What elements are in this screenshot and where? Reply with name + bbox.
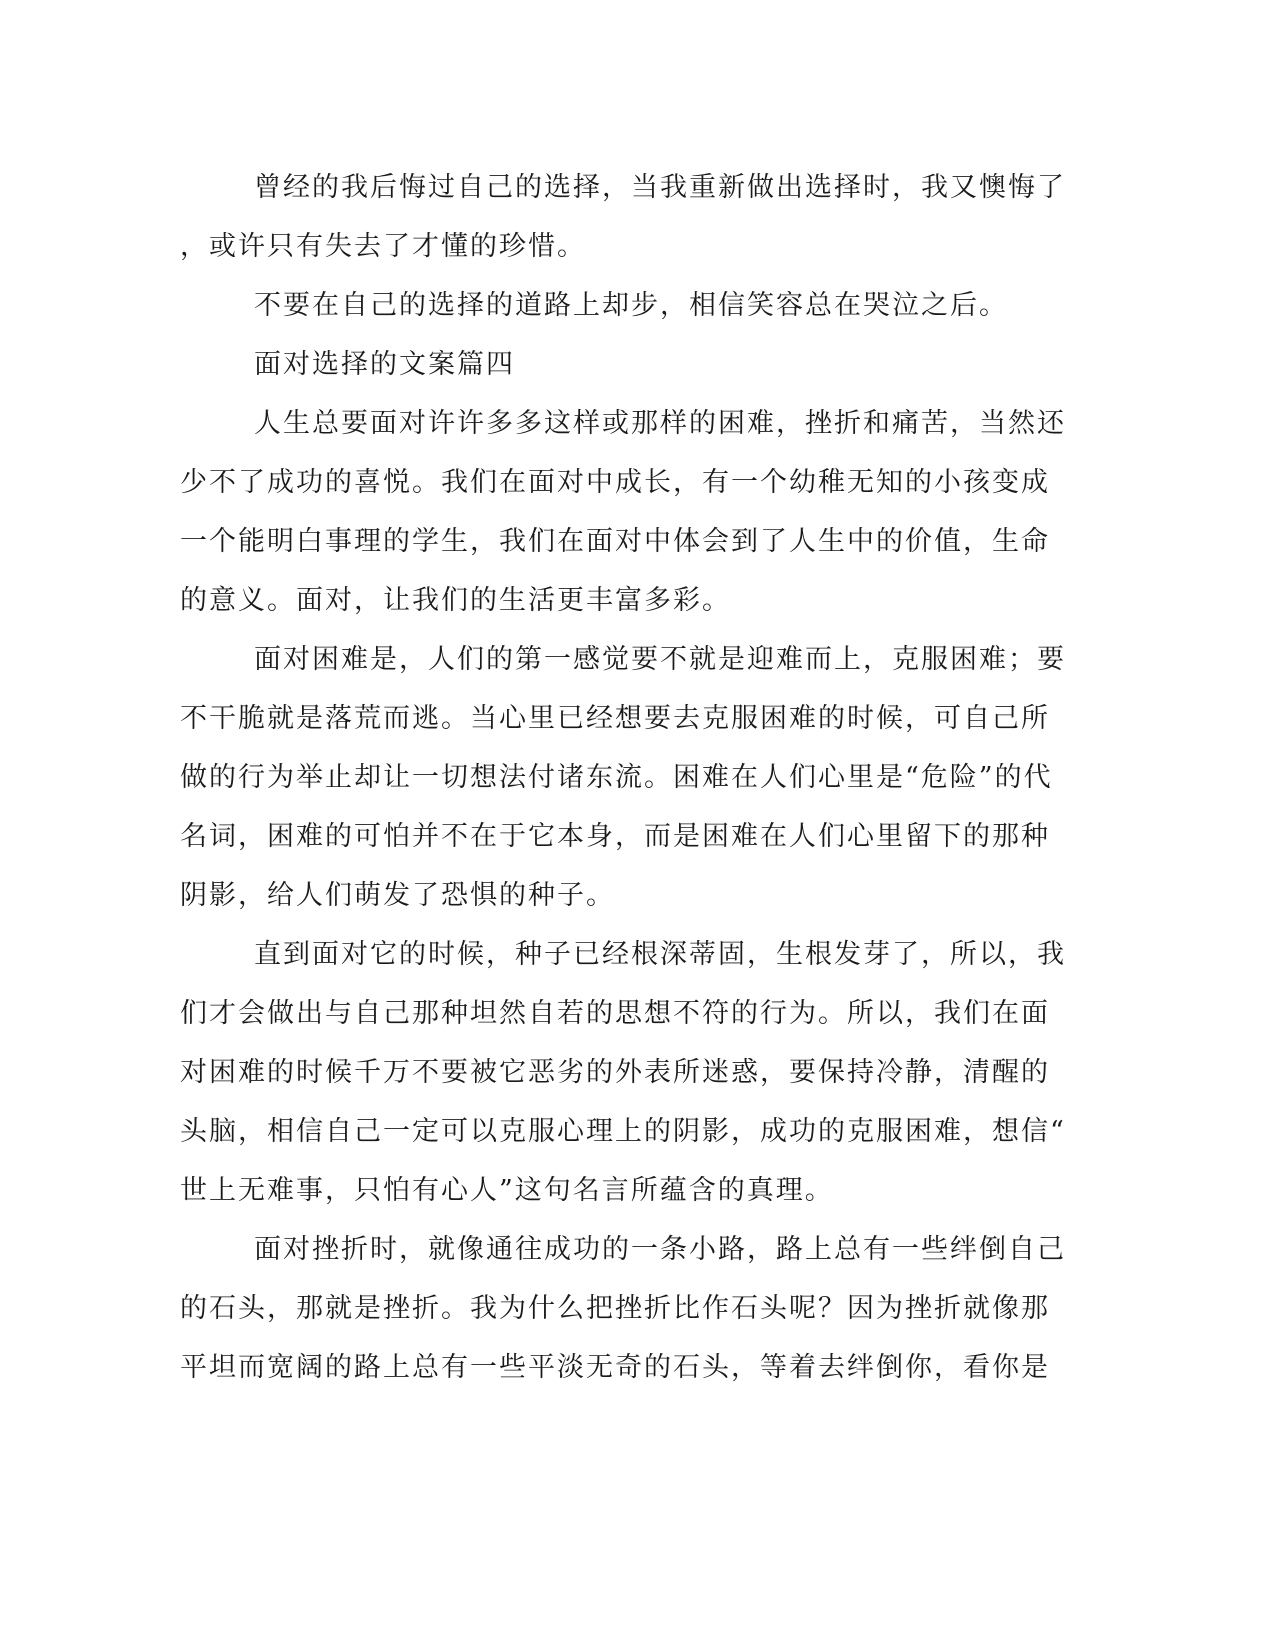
text-line: 人生总要面对许许多多这样或那样的困难，挫折和痛苦，当然还 <box>254 408 1066 439</box>
text-line: ，或许只有失去了才懂的珍惜。 <box>180 231 586 262</box>
text-line: 世上无难事，只怕有心人”这句名言所蕴含的真理。 <box>180 1175 834 1206</box>
text-line: 头脑，相信自己一定可以克服心理上的阴影，成功的克服困难，想信“ <box>180 1116 1066 1147</box>
section-heading <box>180 335 1030 394</box>
paragraph-6 <box>180 1220 1066 1397</box>
text-line: 平坦而宽阔的路上总有一些平淡无奇的石头，等着去绊倒你，看你是 <box>180 1352 1050 1383</box>
text-line: 曾经的我后悔过自己的选择，当我重新做出选择时，我又懊悔了 <box>254 172 1066 203</box>
text-line: 面对挫折时，就像通往成功的一条小路，路上总有一些绊倒自己 <box>254 1234 1066 1265</box>
text-line: 一个能明白事理的学生，我们在面对中体会到了人生中的价值，生命 <box>180 526 1050 557</box>
text-line: 阴影，给人们萌发了恐惧的种子。 <box>180 880 615 911</box>
text-line: 不要在自己的选择的道路上却步，相信笑容总在哭泣之后。 <box>254 290 1008 321</box>
text-line: 对困难的时候千万不要被它恶劣的外表所迷惑，要保持冷静，清醒的 <box>180 1057 1050 1088</box>
text-line: 的意义。面对，让我们的生活更丰富多彩。 <box>180 585 731 616</box>
document-body <box>180 158 1066 1397</box>
text-line: 的石头，那就是挫折。我为什么把挫折比作石头呢？因为挫折就像那 <box>180 1293 1050 1324</box>
heading-text: 面对选择的文案篇四 <box>254 349 515 380</box>
text-line: 面对困难是，人们的第一感觉要不就是迎难而上，克服困难；要 <box>254 644 1066 675</box>
text-line: 不干脆就是落荒而逃。当心里已经想要去克服困难的时候，可自己所 <box>180 703 1050 734</box>
paragraph-5 <box>180 925 1066 1220</box>
paragraph-1 <box>180 158 1066 276</box>
paragraph-3 <box>180 394 1066 630</box>
text-line: 名词，困难的可怕并不在于它本身，而是困难在人们心里留下的那种 <box>180 821 1050 852</box>
paragraph-4 <box>180 630 1066 925</box>
text-line: 直到面对它的时候，种子已经根深蒂固，生根发芽了，所以，我 <box>254 939 1066 970</box>
text-line: 们才会做出与自己那种坦然自若的思想不符的行为。所以，我们在面 <box>180 998 1050 1029</box>
text-line: 做的行为举止却让一切想法付诸东流。困难在人们心里是“危险”的代 <box>180 762 1053 793</box>
paragraph-2 <box>180 276 1030 335</box>
text-line: 少不了成功的喜悦。我们在面对中成长，有一个幼稚无知的小孩变成 <box>180 467 1050 498</box>
